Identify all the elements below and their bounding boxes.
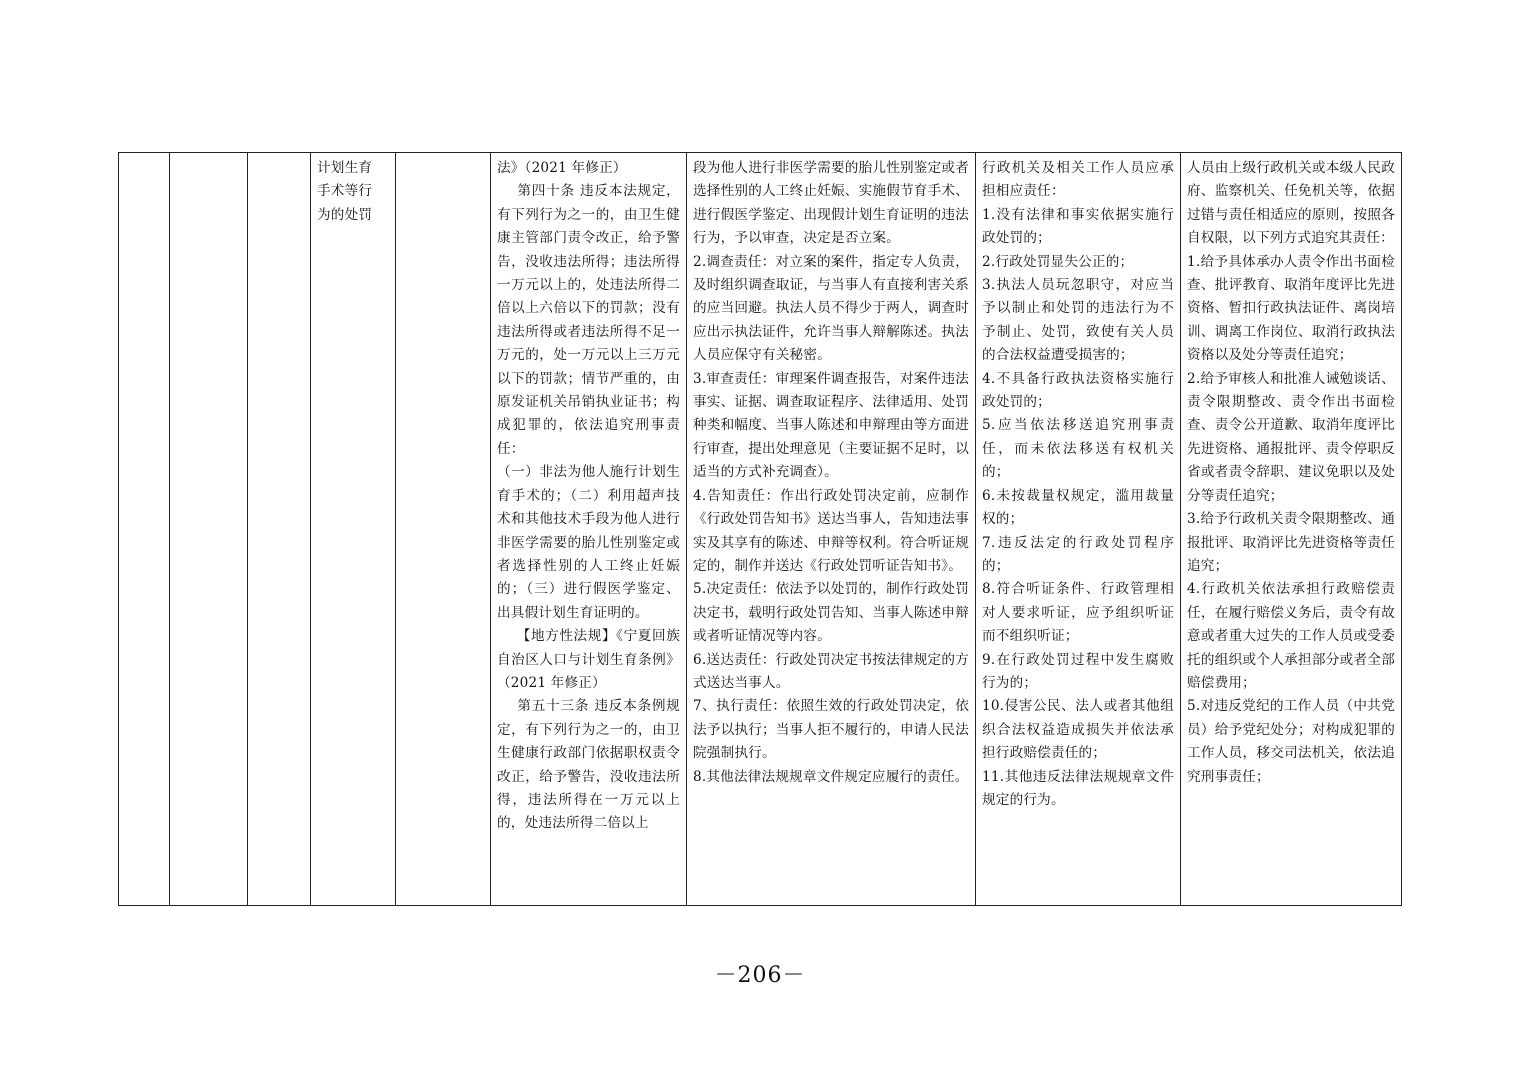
item-name-text: 计划生育 手术等行 为的处罚 (317, 160, 373, 223)
responsibility-text: 段为他人进行非医学需要的胎儿性别鉴定或者选择性别的人工终止妊娠、实施假节育手术、进行假医学鉴定、出现假计划生育证明的违法行为，予以审查，决定是否立案。 2.调查责任：对立案的案件，指定专人负责，及时组织调查取证，与当事人有直接利害关系的应当回避。执法人员不得少于两人，调查时应出示执法证件，允许当事人辩解陈述。执法人员应保守有关秘密。 3.审查责任：审理案件调查报告，对案件违法事实、证据、调查取证程序、法律适用、处罚种类和幅度、当事人陈述和申辩理由等方面进行审查，提出处理意见（主要证据不足时，以适当的方式补充调查）。 4.告知责任：作出行政处罚决定前，应制作《行政处罚告知书》送达当事人，告知违法事实及其享有的陈述、申辩等权利。符合听证规定的，制作并送达《行政处罚听证告知书》。 5.决定责任：依法予以处罚的，制作行政处罚决定书，载明行政处罚告知、当事人陈述申辩或者听证情况等内容。 6.送达责任：行政处罚决定书按法律规定的方式送达当事人。 7、执行责任：依照生效的行政处罚决定，依法予以执行；当事人拒不履行的，申请人民法院强制执行。 8.其他法律法规规章文件规定应履行的责任。 (693, 160, 969, 785)
accountability-cell (976, 153, 1181, 906)
page-number: －206－ (714, 963, 806, 988)
legal-basis-cell (491, 153, 687, 906)
empty-cell-5 (396, 153, 491, 906)
accountability-text: 行政机关及相关工作人员应承担相应责任： 1.没有法律和事实依据实施行政处罚的； 2.行政处罚显失公正的； 3.执法人员玩忽职守，对应当予以制止和处罚的违法行为不予制止、处罚，致使有关人员的合法权益遭受损害的； 4.不具备行政执法资格实施行政处罚的； 5.应当依法移送追究刑事责任，而未依法移送有权机关的； 6.未按裁量权规定，滥用裁量权的； 7.违反法定的行政处罚程序的； 8.符合听证条件、行政管理相对人要求听证，应予组织听证而不组织听证； 9.在行政处罚过程中发生腐败行为的； 10.侵害公民、法人或者其他组织合法权益造成损失并依法承担行政赔偿责任的； 11.其他违反法律法规规章文件规定的行为。 (982, 160, 1174, 808)
legal-basis-text: 法》（2021 年修正） 第四十条 违反本法规定，有下列行为之一的，由卫生健康主管部门责令改正，给予警告，没收违法所得；违法所得一万元以上的，处违法所得二倍以上六倍以下的罚款；没有违法所得或者违法所得不足一万元的，处一万元以上三万元以下的罚款；情节严重的，由原发证机关吊销执业证书；构成犯罪的，依法追究刑事责任： （一）非法为他人施行计划生育手术的；（二）利用超声技术和其他技术手段为他人进行非医学需要的胎儿性别鉴定或者选择性别的人工终止妊娠的；（三）进行假医学鉴定、出具假计划生育证明的。 【地方性法规】《宁夏回族自治区人口与计划生育条例》（2021 年修正） 第五十三条 违反本条例规定，有下列行为之一的，由卫生健康行政部门依据职权责令改正，给予警告，没收违法所得，违法所得在一万元以上的，处违法所得二倍以上 (497, 160, 680, 832)
penalty-text: 人员由上级行政机关或本级人民政府、监察机关、任免机关等，依据过错与责任相适应的原则，按照各自权限，以下列方式追究其责任： 1.给予具体承办人责令作出书面检查、批评教育、取消年度评比先进资格、暂扣行政执法证件、离岗培训、调离工作岗位、取消行政执法资格以及处分等责任追究； 2.给予审核人和批准人诫勉谈话、责令限期整改、责令作出书面检查、责令公开道歉、取消年度评比先进资格、通报批评、责令停职反省或者责令辞职、建议免职以及处分等责任追究； 3.给予行政机关责令限期整改、通报批评、取消评比先进资格等责任追究； 4.行政机关依法承担行政赔偿责任，在履行赔偿义务后，责令有故意或者重大过失的工作人员或受委托的组织或个人承担部分或者全部赔偿费用； 5.对违反党纪的工作人员（中共党员）给予党纪处分；对构成犯罪的工作人员，移交司法机关，依法追究刑事责任； (1187, 160, 1395, 785)
empty-cell-1 (119, 153, 170, 906)
penalty-cell (1181, 153, 1402, 906)
responsibility-cell (687, 153, 976, 906)
empty-cell-2 (170, 153, 248, 906)
responsibility-table (118, 152, 1402, 906)
item-name-cell (311, 153, 396, 906)
empty-cell-3 (248, 153, 311, 906)
table-row (119, 153, 1402, 906)
